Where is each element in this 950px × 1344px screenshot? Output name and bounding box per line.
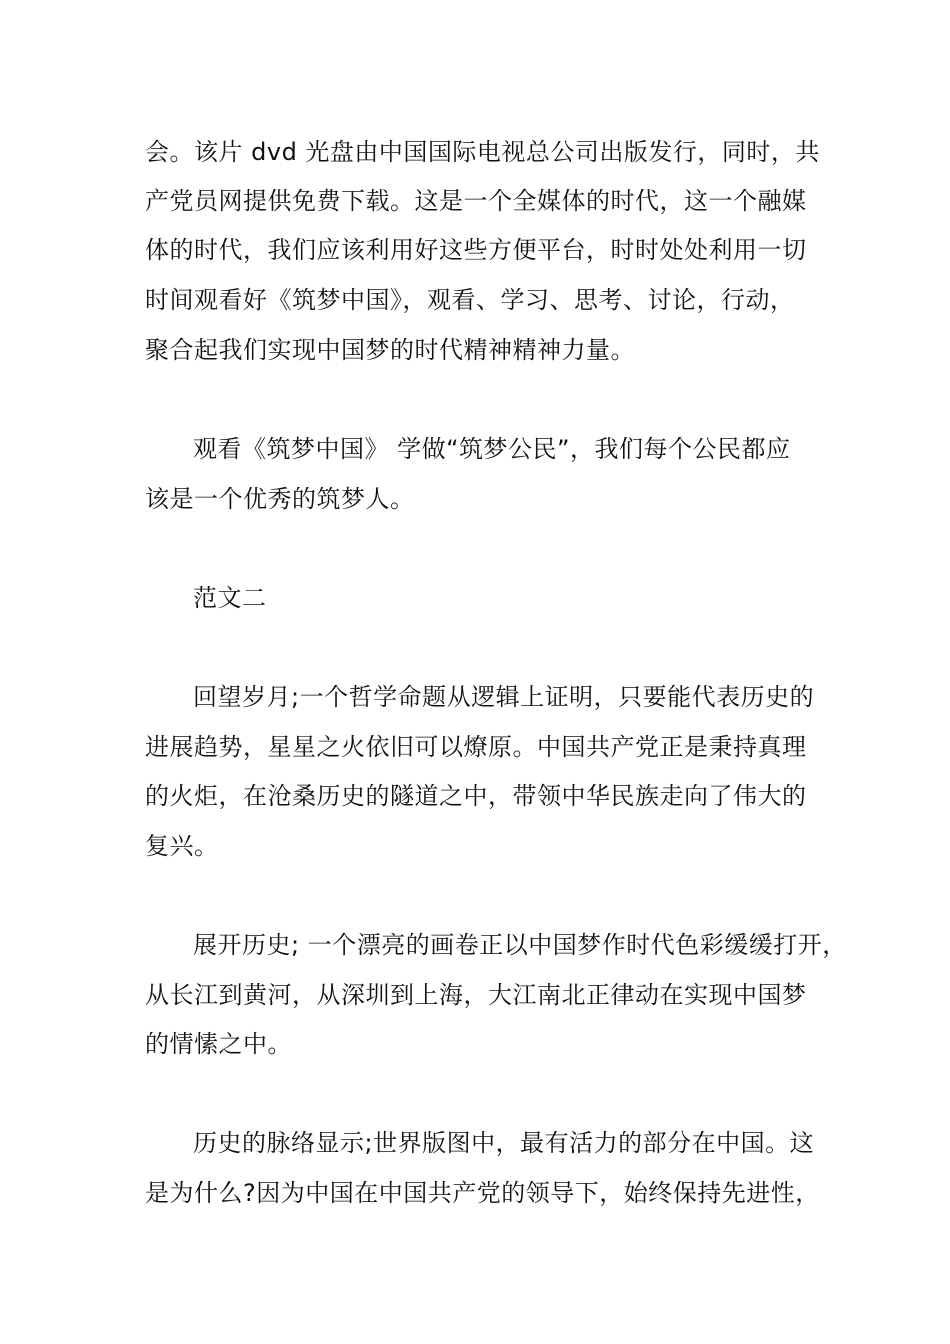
section-heading: 范文二 (193, 584, 267, 612)
paragraph-4-line-4: 复兴。 (145, 832, 219, 860)
paragraph-2-line-1: 观看《筑梦中国》 学做“筑梦公民”，我们每个公民都应 (193, 435, 791, 463)
paragraph-1-line-4: 时间观看好《筑梦中国》，观看、学习、思考、讨论，行动， (145, 286, 795, 314)
paragraph-4-line-2: 进展趋势，星星之火依旧可以燎原。中国共产党正是秉持真理 (145, 733, 807, 761)
paragraph-1-line-2: 产党员网提供免费下载。这是一个全媒体的时代，这一个融媒 (145, 187, 807, 215)
paragraph-5-line-1: 展开历史; 一个漂亮的画卷正以中国梦作时代色彩缓缓打开， (193, 931, 847, 959)
paragraph-1-line-3: 体的时代，我们应该利用好这些方便平台，时时处处利用一切 (145, 236, 807, 264)
paragraph-1-line-1: 会。该片 dvd 光盘由中国国际电视总公司出版发行，同时，共 (145, 138, 820, 166)
paragraph-6-line-1: 历史的脉络显示;世界版图中，最有活力的部分在中国。这 (193, 1129, 815, 1157)
paragraph-2-line-2: 该是一个优秀的筑梦人。 (145, 485, 415, 513)
paragraph-6-line-2: 是为什么?因为中国在中国共产党的领导下，始终保持先进性， (145, 1179, 820, 1207)
paragraph-5-line-2: 从长江到黄河，从深圳到上海，大江南北正律动在实现中国梦 (145, 981, 807, 1009)
paragraph-4-line-3: 的火炬，在沧桑历史的隧道之中，带领中华民族走向了伟大的 (145, 782, 807, 810)
paragraph-4-line-1: 回望岁月;一个哲学命题从逻辑上证明，只要能代表历史的 (193, 683, 815, 711)
paragraph-1-line-5: 聚合起我们实现中国梦的时代精神精神力量。 (145, 336, 635, 364)
paragraph-5-line-3: 的情愫之中。 (145, 1030, 292, 1058)
